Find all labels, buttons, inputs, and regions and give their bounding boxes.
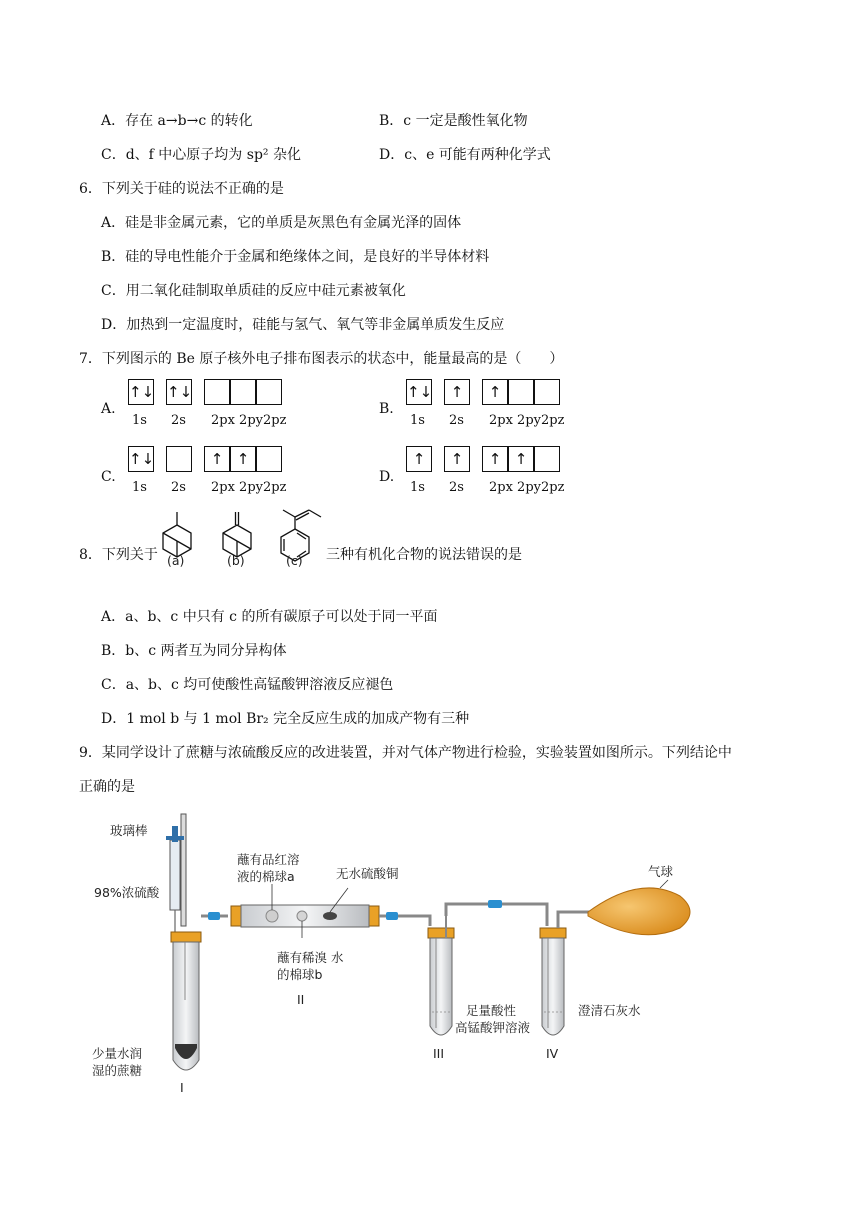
q8-option-c: C．a、b、c 均可使酸性高锰酸钾溶液反应褪色 [101, 677, 394, 693]
q5-option-c: C．d、f 中心原子均为 sp² 杂化 [101, 147, 301, 163]
label-tube-2: II [297, 992, 305, 1007]
q5-option-d: D．c、e 可能有两种化学式 [379, 147, 551, 163]
orbital-box: ↑↓ [128, 379, 154, 405]
q6-option-c: C．用二氧化硅制取单质硅的反应中硅元素被氧化 [101, 283, 406, 299]
label-2s: 2s [449, 413, 464, 428]
orbital-box: ↑ [508, 446, 534, 472]
q7-option-d-label: D. [379, 469, 395, 485]
orbital-box: ↑↓ [166, 379, 192, 405]
label-1s: 1s [410, 413, 425, 428]
label-glass-rod: 玻璃棒 [110, 823, 148, 838]
orbital-box [256, 379, 282, 405]
label-cuso4: 无水硫酸铜 [336, 866, 399, 881]
orbital-box [534, 446, 560, 472]
label-sugar-1: 少量水润 [92, 1046, 143, 1061]
orbital-box: ↑ [444, 379, 470, 405]
label-tube-1: I [180, 1080, 184, 1095]
label-conc-acid: 98%浓硫酸 [94, 885, 160, 900]
label-2s: 2s [171, 480, 186, 495]
orbital-box [256, 446, 282, 472]
q9-stem-line1: 9．某同学设计了蔗糖与浓硫酸反应的改进装置，并对气体产物进行检验，实验装置如图所示。下列结论中 [79, 745, 732, 761]
label-sugar-2: 湿的蔗糖 [92, 1063, 143, 1078]
orbital-box: ↑ [230, 446, 256, 472]
q8-mol-a-label: (a) [167, 553, 185, 568]
q7-option-c-label: C. [101, 469, 116, 485]
orbital-box: ↑ [444, 446, 470, 472]
label-balloon: 气球 [648, 864, 674, 879]
q8-mol-b-label: (b) [227, 553, 245, 568]
label-2p: 2px 2py2pz [489, 413, 565, 428]
label-tube-4: IV [546, 1046, 559, 1061]
label-cotton-b-1: 蘸有稀溴 水 [277, 950, 344, 965]
q8-option-a: A．a、b、c 中只有 c 的所有碳原子可以处于同一平面 [101, 609, 438, 625]
q8-mol-c-label: (c) [286, 553, 303, 568]
q7-option-a-label: A. [101, 401, 116, 417]
q5-option-b: B．c 一定是酸性氧化物 [379, 113, 528, 129]
q6-option-d: D．加热到一定温度时，硅能与氢气、氧气等非金属单质发生反应 [101, 317, 505, 333]
q6-option-a: A．硅是非金属元素，它的单质是灰黑色有金属光泽的固体 [101, 215, 462, 231]
label-cotton-b-2: 的棉球b [277, 967, 323, 982]
orbital-box: ↑ [482, 446, 508, 472]
orbital-box [534, 379, 560, 405]
label-cotton-a-1: 蘸有品红溶 [237, 852, 300, 867]
q6-option-b: B．硅的导电性能介于金属和绝缘体之间，是良好的半导体材料 [101, 249, 490, 265]
q8-option-b: B．b、c 两者互为同分异构体 [101, 643, 287, 659]
q5-option-a: A．存在 a→b→c 的转化 [101, 113, 253, 129]
label-2p: 2px 2py2pz [211, 480, 287, 495]
q8-option-d: D．1 mol b 与 1 mol Br₂ 完全反应生成的加成产物有三种 [101, 711, 470, 727]
orbital-box [508, 379, 534, 405]
label-kmno4-2: 高锰酸钾溶液 [455, 1020, 531, 1035]
q6-stem: 6．下列关于硅的说法不正确的是 [79, 181, 284, 197]
q7-option-b-label: B. [379, 401, 394, 417]
label-limewater: 澄清石灰水 [578, 1003, 641, 1018]
orbital-box [230, 379, 256, 405]
orbital-box [166, 446, 192, 472]
q8-structures [160, 508, 330, 570]
orbital-box: ↑ [204, 446, 230, 472]
q8-stem-pre: 8．下列关于 [79, 547, 158, 563]
orbital-box: ↑↓ [128, 446, 154, 472]
orbital-box: ↑↓ [406, 379, 432, 405]
label-2s: 2s [171, 413, 186, 428]
label-2p: 2px 2py2pz [489, 480, 565, 495]
label-1s: 1s [132, 480, 147, 495]
orbital-box: ↑ [406, 446, 432, 472]
orbital-box: ↑ [482, 379, 508, 405]
label-tube-3: III [433, 1046, 445, 1061]
label-2p: 2px 2py2pz [211, 413, 287, 428]
label-1s: 1s [132, 413, 147, 428]
label-2s: 2s [449, 480, 464, 495]
orbital-box [204, 379, 230, 405]
q8-stem-post: 三种有机化合物的说法错误的是 [326, 547, 522, 563]
label-cotton-a-2: 液的棉球a [237, 869, 295, 884]
q9-stem-line2: 正确的是 [79, 779, 135, 795]
label-1s: 1s [410, 480, 425, 495]
label-kmno4-1: 足量酸性 [466, 1003, 517, 1018]
q7-stem: 7．下列图示的 Be 原子核外电子排布图表示的状态中，能量最高的是（ ） [79, 351, 564, 367]
